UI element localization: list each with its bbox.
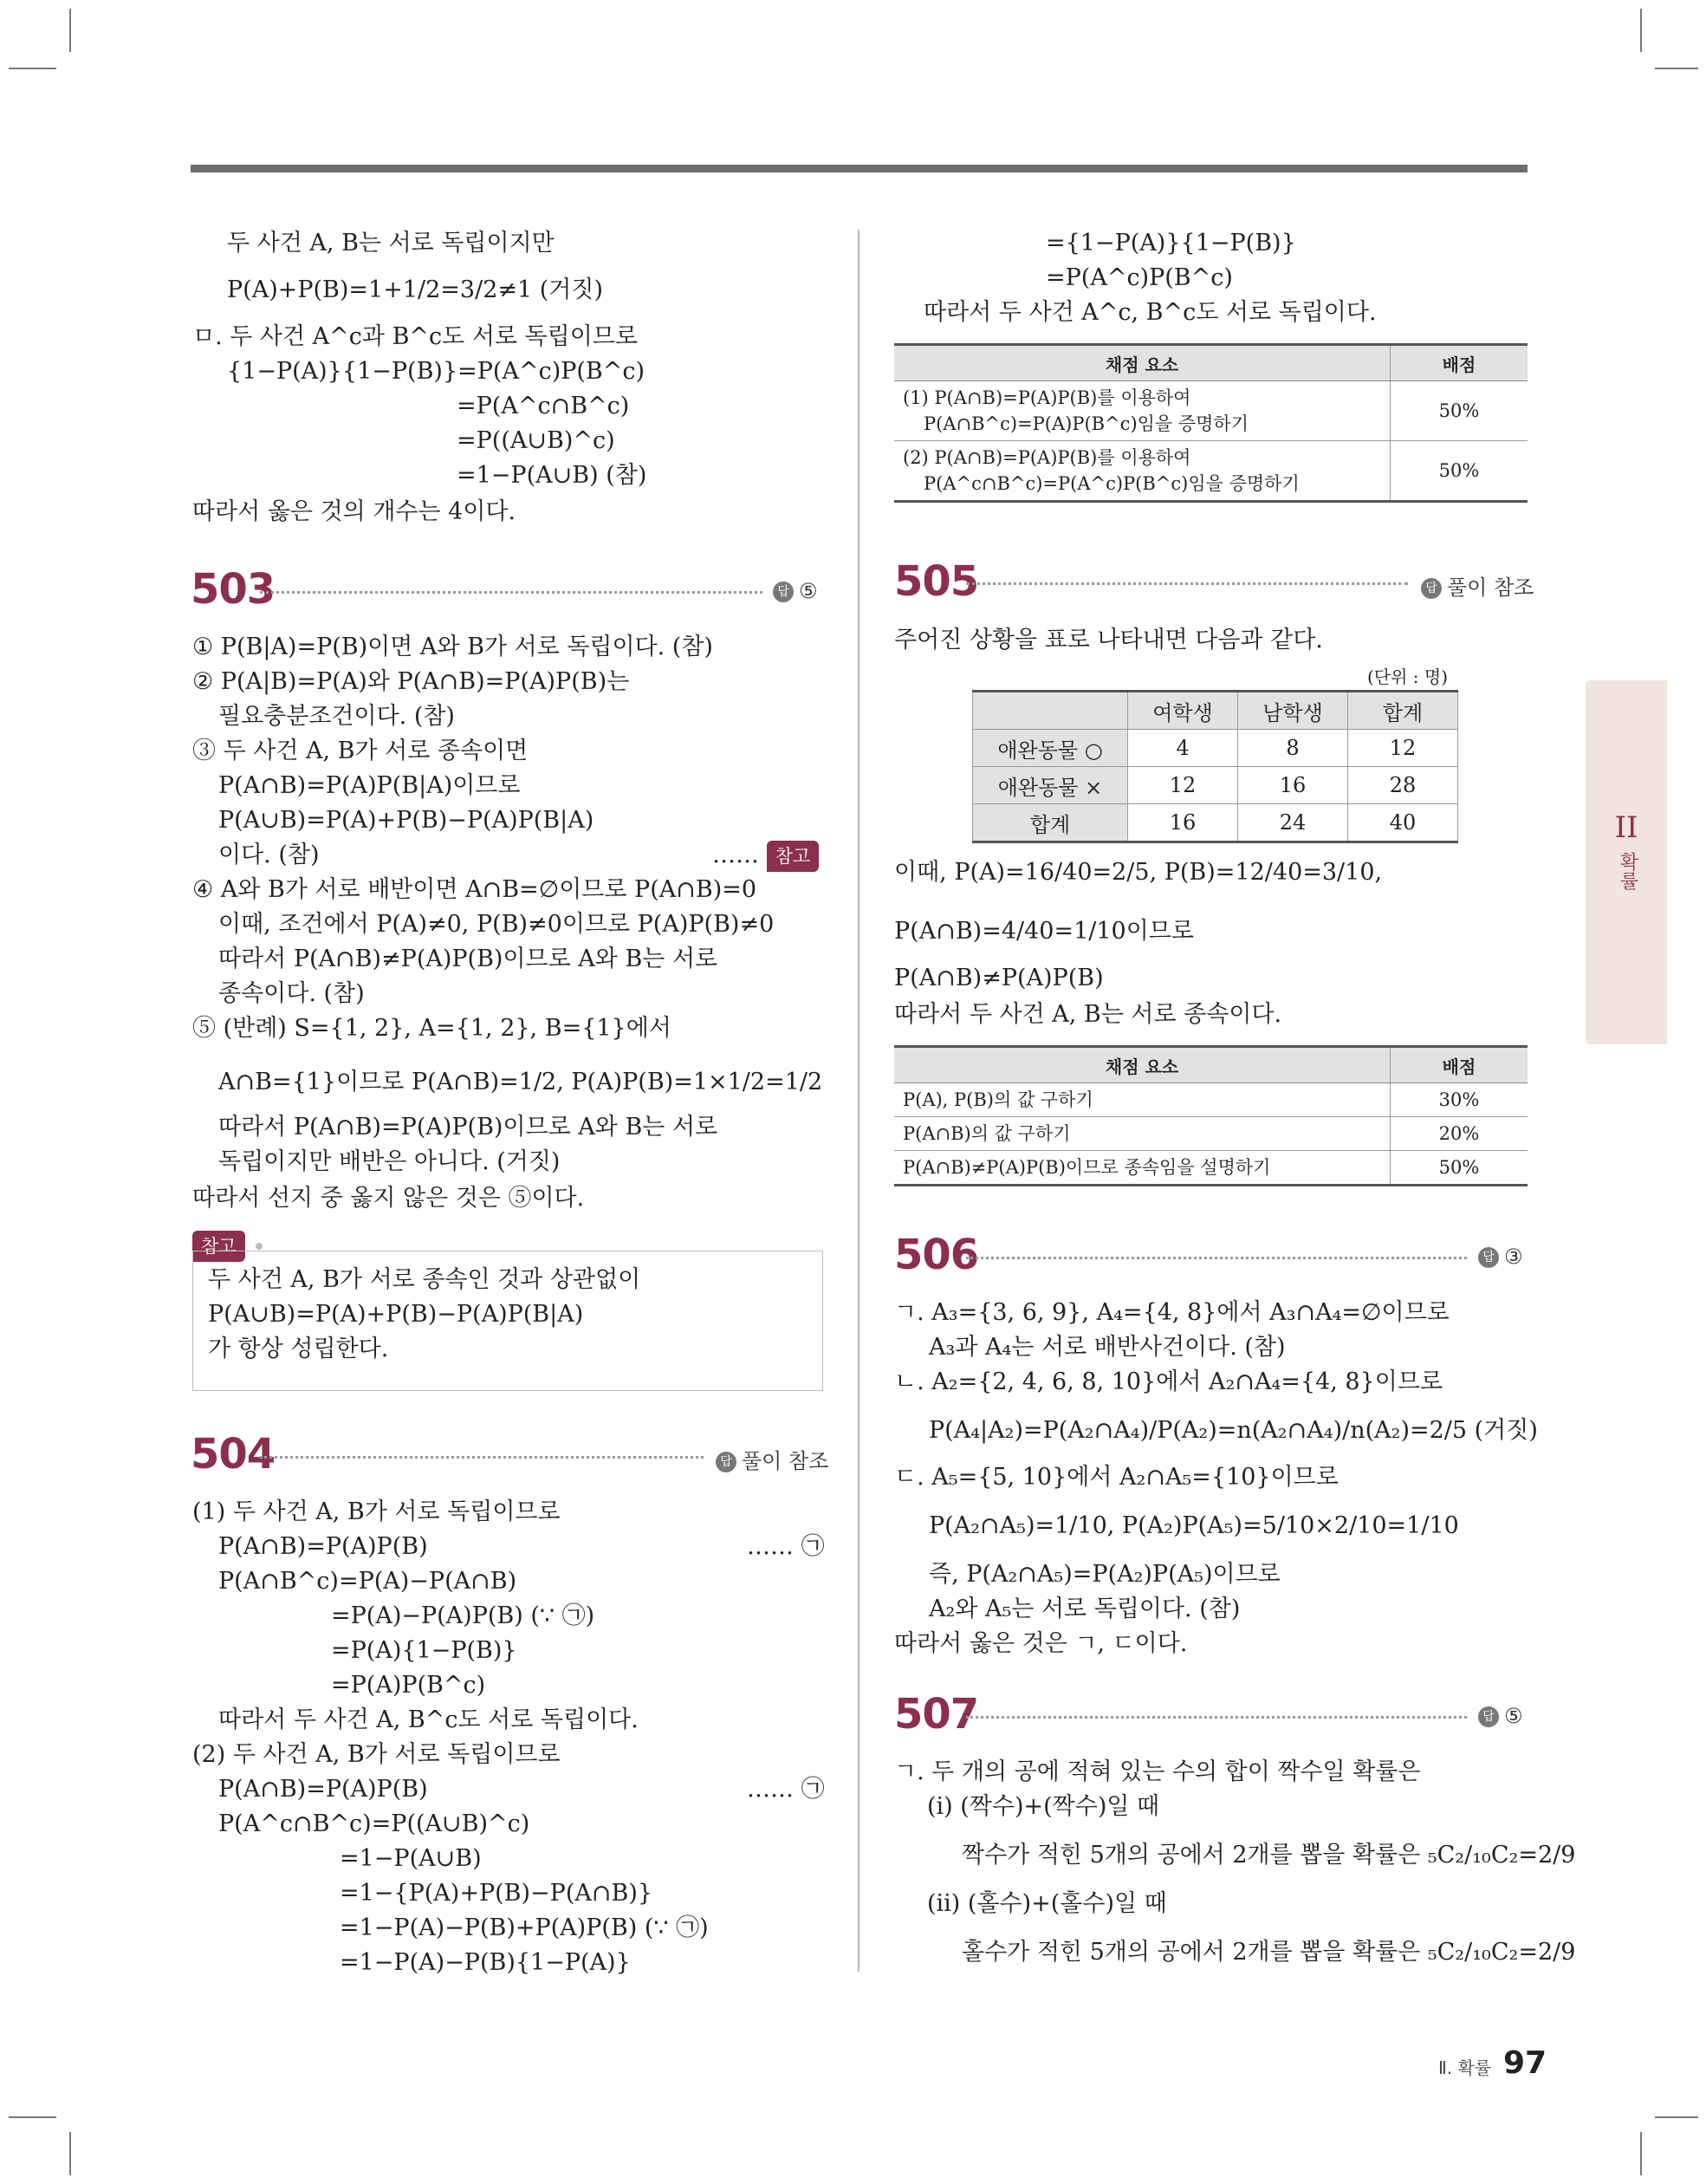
table-cell: P(A∩B)≠P(A)P(B)이므로 종속임을 설명하기 <box>894 1151 1391 1186</box>
answer-label: 답 ⑤ <box>1478 1704 1523 1728</box>
text-line: =P(A^c)P(B^c) <box>1046 264 1233 291</box>
text-line: 따라서 옳은 것은 ㄱ, ㄷ이다. <box>894 1630 1188 1657</box>
crop-mark <box>69 2132 71 2175</box>
text-line: A∩B={1}이므로 P(A∩B)=1/2, P(A)P(B)=1×1/2=1/2 <box>218 1069 823 1095</box>
text-line: {1−P(A)}{1−P(B)}=P(A^c)P(B^c) <box>227 358 645 385</box>
problem-number: 507 <box>894 1690 979 1739</box>
table-cell: 4 <box>1128 730 1238 767</box>
text-line: ② P(A|B)=P(A)와 P(A∩B)=P(A)P(B)는 <box>192 668 630 695</box>
leader-dots <box>966 582 1408 585</box>
note-line: 두 사건 A, B가 서로 종속인 것과 상관없이 <box>208 1266 641 1293</box>
table-header: 배점 <box>1391 1047 1528 1083</box>
text-line: 따라서 선지 중 옳지 않은 것은 ⑤이다. <box>192 1185 585 1212</box>
table-cell: 합계 <box>973 804 1128 842</box>
answer-badge: 답 <box>1478 1706 1499 1727</box>
table-cell: 24 <box>1238 804 1348 842</box>
text-line: P(A₄|A₂)=P(A₂∩A₄)/P(A₂)=n(A₂∩A₄)/n(A₂)=2/5 (거짓) <box>929 1417 1538 1444</box>
table-cell: 16 <box>1238 767 1348 804</box>
text-line: P(A)+P(B)=1+1/2=3/2≠1 (거짓) <box>227 276 604 303</box>
leader-dots <box>966 1716 1467 1719</box>
text-line: P(A₂∩A₅)=1/10, P(A₂)P(A₅)=5/10×2/10=1/10 <box>929 1512 1459 1539</box>
text-line: (2) 두 사건 A, B가 서로 독립이므로 <box>192 1741 561 1768</box>
page-number: 97 <box>1503 2045 1547 2081</box>
text-line: 따라서 옳은 것의 개수는 4이다. <box>192 498 516 525</box>
text-line: (ii) (홀수)+(홀수)일 때 <box>927 1890 1167 1917</box>
table-header: 여학생 <box>1128 692 1238 730</box>
text-line: ① P(B|A)=P(B)이면 A와 B가 서로 독립이다. (참) <box>192 634 713 660</box>
table-cell: 50% <box>1391 441 1528 502</box>
unit-label: (단위 : 명) <box>1367 666 1449 687</box>
text-line: ={1−P(A)}{1−P(B)} <box>1046 230 1296 257</box>
text-line: 종속이다. (참) <box>218 980 365 1007</box>
text-line: P(A∩B^c)=P(A)−P(A∩B) <box>218 1568 517 1595</box>
text-line: =1−P(A∪B) (참) <box>457 462 647 489</box>
table-header: 합계 <box>1348 692 1458 730</box>
table-header: 배점 <box>1391 345 1528 381</box>
table-cell: (1) P(A∩B)=P(A)P(B)를 이용하여 P(A∩B^c)=P(A)P(B^c)임을 증명하기 <box>894 381 1391 441</box>
problem-number: 505 <box>894 557 979 606</box>
text-line: ⑤ (반례) S={1, 2}, A={1, 2}, B={1}에서 <box>192 1015 671 1042</box>
text-line: =P((A∪B)^c) <box>457 427 615 454</box>
text-line: 필요충분조건이다. (참) <box>218 703 455 730</box>
text-line: P(A∩B)=P(A)P(B|A)이므로 <box>218 772 521 799</box>
text-line: A₃과 A₄는 서로 배반사건이다. (참) <box>929 1334 1286 1361</box>
text-line: 이때, 조건에서 P(A)≠0, P(B)≠0이므로 P(A)P(B)≠0 <box>218 911 775 938</box>
text-line: (1) 두 사건 A, B가 서로 독립이므로 <box>192 1498 561 1525</box>
text-line: 따라서 P(A∩B)=P(A)P(B)이므로 A와 B는 서로 <box>218 1114 718 1141</box>
table-header: 남학생 <box>1238 692 1348 730</box>
answer-badge: 답 <box>716 1452 736 1472</box>
column-divider <box>858 230 859 1972</box>
table-cell: 20% <box>1391 1117 1528 1151</box>
problem-number: 506 <box>894 1231 979 1279</box>
table-cell: 애완동물 ○ <box>973 730 1128 767</box>
table-cell: 16 <box>1128 804 1238 842</box>
text-line: =1−P(A)−P(B){1−P(A)} <box>340 1949 631 1976</box>
table-header: 채점 요소 <box>894 345 1391 381</box>
ref-marker: …… 참고 <box>712 841 819 872</box>
text-line: ㅁ. 두 사건 A^c과 B^c도 서로 독립이므로 <box>192 323 638 350</box>
text-line: 짝수가 적힌 5개의 공에서 2개를 뽑을 확률은 ₅C₂/₁₀C₂=2/9 <box>962 1842 1576 1869</box>
text-line: =P(A)P(B^c) <box>331 1672 486 1699</box>
text-line: P(A∩B)=P(A)P(B) <box>218 1776 428 1803</box>
text-line: P(A∩B)≠P(A)P(B) <box>894 965 1104 991</box>
grading-table <box>894 1045 1528 1186</box>
ref-tag: 참고 <box>767 841 820 872</box>
answer-label: 답 ⑤ <box>773 579 818 603</box>
text-line: 홀수가 적힌 5개의 공에서 2개를 뽑을 확률은 ₅C₂/₁₀C₂=2/9 <box>962 1939 1576 1966</box>
crop-mark <box>1640 9 1642 52</box>
answer-label: 답 풀이 참조 <box>716 1444 828 1474</box>
data-table <box>972 690 1458 843</box>
text-line: ㄱ. 두 개의 공에 적혀 있는 수의 합이 짝수일 확률은 <box>894 1758 1421 1785</box>
table-cell: 12 <box>1348 730 1458 767</box>
table-cell: 30% <box>1391 1083 1528 1117</box>
note-line: P(A∪B)=P(A)+P(B)−P(A)P(B|A) <box>208 1301 584 1328</box>
crop-mark <box>1640 2132 1642 2175</box>
text-line: ㄱ. A₃={3, 6, 9}, A₄={4, 8}에서 A₃∩A₄=∅이므로 <box>894 1299 1450 1326</box>
text-line: =P(A){1−P(B)} <box>331 1637 517 1664</box>
text-line: =1−P(A∪B) <box>340 1845 482 1872</box>
mark: …… ㉠ <box>747 1776 825 1803</box>
text-line: (i) (짝수)+(짝수)일 때 <box>927 1793 1160 1820</box>
header-rule <box>191 165 1528 172</box>
text-line: 따라서 두 사건 A^c, B^c도 서로 독립이다. <box>924 299 1377 326</box>
text-line: P(A∪B)=P(A)+P(B)−P(A)P(B|A) <box>218 807 594 834</box>
crop-mark <box>69 9 71 52</box>
text-line: 따라서 P(A∩B)≠P(A)P(B)이므로 A와 B는 서로 <box>218 946 718 972</box>
text-line: 따라서 두 사건 A, B^c도 서로 독립이다. <box>218 1706 639 1733</box>
text-line: 따라서 두 사건 A, B는 서로 종속이다. <box>894 1001 1282 1028</box>
text-line: P(A^c∩B^c)=P((A∪B)^c) <box>218 1810 530 1837</box>
table-cell: 28 <box>1348 767 1458 804</box>
leader-dots <box>966 1257 1467 1259</box>
answer-badge: 답 <box>773 582 794 602</box>
text-line: P(A∩B)=P(A)P(B) <box>218 1533 428 1560</box>
table-cell: 12 <box>1128 767 1238 804</box>
text-line: =1−{P(A)+P(B)−P(A∩B)} <box>340 1880 653 1907</box>
text-line: P(A∩B)=4/40=1/10이므로 <box>894 918 1194 945</box>
table-cell: 애완동물 × <box>973 767 1128 804</box>
table-cell: (2) P(A∩B)=P(A)P(B)를 이용하여 P(A^c∩B^c)=P(A^c)P(B^c)임을 증명하기 <box>894 441 1391 502</box>
table-cell: 50% <box>1391 1151 1528 1186</box>
answer-label: 답 ③ <box>1478 1245 1523 1269</box>
leader-dots <box>260 1456 704 1459</box>
text-line: 주어진 상황을 표로 나타내면 다음과 같다. <box>894 627 1323 653</box>
text-line: 이때, P(A)=16/40=2/5, P(B)=12/40=3/10, <box>894 859 1383 886</box>
crop-mark <box>9 68 56 69</box>
chapter-name: 확률 <box>1617 852 1638 890</box>
leader-dots <box>260 591 762 594</box>
crop-mark <box>9 2116 56 2118</box>
table-header <box>973 692 1128 730</box>
grading-table <box>894 343 1528 503</box>
mark: …… ㉠ <box>747 1533 825 1560</box>
text-line: ③ 두 사건 A, B가 서로 종속이면 <box>192 738 529 764</box>
crop-mark <box>1655 2116 1698 2118</box>
answer-label: 답 풀이 참조 <box>1421 570 1534 601</box>
problem-number: 504 <box>191 1430 276 1479</box>
text-line: 즉, P(A₂∩A₅)=P(A₂)P(A₅)이므로 <box>929 1561 1281 1588</box>
text-line: 이다. (참) <box>218 842 320 868</box>
table-header: 채점 요소 <box>894 1047 1391 1083</box>
table-cell: 40 <box>1348 804 1458 842</box>
text-line: ④ A와 B가 서로 배반이면 A∩B=∅이므로 P(A∩B)=0 <box>192 876 757 903</box>
text-line: 독립이지만 배반은 아니다. (거짓) <box>218 1148 561 1175</box>
table-cell: 8 <box>1238 730 1348 767</box>
note-line: 가 항상 성립한다. <box>208 1336 389 1362</box>
text-line: ㄴ. A₂={2, 4, 6, 8, 10}에서 A₂∩A₄={4, 8}이므로 <box>894 1368 1443 1395</box>
chapter-tab <box>1586 680 1667 1044</box>
crop-mark <box>1655 68 1698 69</box>
text-line: ㄷ. A₅={5, 10}에서 A₂∩A₅={10}이므로 <box>894 1464 1339 1491</box>
table-cell: 50% <box>1391 381 1528 441</box>
note-tag: 참고 <box>192 1231 245 1262</box>
table-cell: P(A), P(B)의 값 구하기 <box>894 1083 1391 1117</box>
text-line: A₂와 A₅는 서로 독립이다. (참) <box>929 1596 1241 1622</box>
answer-badge: 답 <box>1421 578 1442 599</box>
chapter-roman: II <box>1614 810 1638 845</box>
footer-chapter: Ⅱ. 확률 <box>1438 2057 1492 2078</box>
answer-badge: 답 <box>1478 1247 1499 1268</box>
text-line: 두 사건 A, B는 서로 독립이지만 <box>227 230 555 257</box>
table-cell: P(A∩B)의 값 구하기 <box>894 1117 1391 1151</box>
text-line: =1−P(A)−P(B)+P(A)P(B) (∵ ㉠) <box>340 1914 709 1941</box>
problem-number: 503 <box>191 565 276 614</box>
text-line: =P(A)−P(A)P(B) (∵ ㉠) <box>331 1602 595 1629</box>
text-line: =P(A^c∩B^c) <box>457 393 630 419</box>
